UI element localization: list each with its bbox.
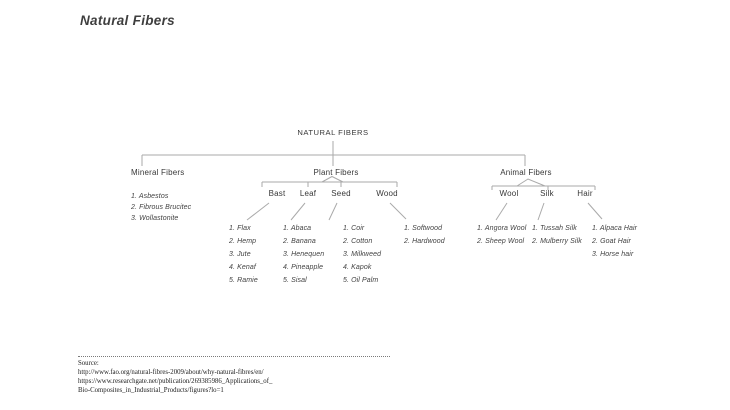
source-label: Source: (78, 360, 99, 367)
list-item: 2. Fibrous Brucitec (131, 204, 192, 211)
orthogonal-connectors (142, 141, 595, 190)
list-item: 1. Angora Wool (477, 225, 527, 232)
node-seed: Seed (331, 189, 351, 198)
list-item: 1. Tussah Silk (532, 225, 577, 232)
source-url: http://www.fao.org/natural-fibres-2009/about/why-natural-fibres/en/ (78, 369, 264, 376)
list-item: 3. Milkweed (343, 251, 382, 258)
list-item: 3. Horse hair (592, 251, 634, 258)
wood-list (404, 222, 445, 248)
list-item: 2. Banana (283, 238, 316, 245)
diagonal-connectors (247, 177, 602, 221)
list-item: 1. Abaca (283, 225, 312, 232)
list-item: 3. Henequen (283, 251, 325, 258)
list-item: 2. Hemp (229, 238, 257, 245)
source-block (78, 359, 272, 395)
list-item: 4. Kenaf (229, 264, 256, 271)
list-item: 5. Oil Palm (343, 277, 379, 284)
node-plant-fibers: Plant Fibers (313, 168, 359, 177)
leaf-list (283, 222, 324, 287)
page-title: Natural Fibers (80, 13, 175, 28)
node-hair: Hair (577, 189, 593, 198)
list-item: 2. Goat Hair (592, 238, 631, 245)
list-item: 1. Softwood (404, 225, 443, 232)
list-item: 3. Wollastonite (131, 215, 179, 222)
node-wool: Wool (499, 189, 519, 198)
node-leaf: Leaf (299, 189, 317, 198)
node-natural-fibers: NATURAL FIBERS (297, 128, 369, 137)
bast-list (229, 222, 258, 287)
node-mineral-fibers: Mineral Fibers (131, 168, 185, 177)
dotted-divider (78, 356, 390, 357)
list-item: 4. Kapok (343, 264, 372, 271)
list-item: 5. Ramie (229, 277, 258, 284)
list-item: 2. Hardwood (404, 238, 445, 245)
list-item: 2. Sheep Wool (477, 238, 525, 245)
mineral-fibers-list (131, 191, 191, 224)
list-item: 1. Flax (229, 225, 251, 232)
source-url: Bio-Composites_in_Industrial_Products/figures?lo=1 (78, 387, 224, 394)
node-animal-fibers: Animal Fibers (500, 168, 552, 177)
list-item: 4. Pineapple (283, 264, 324, 271)
list-item: 5. Sisal (283, 277, 307, 284)
wool-list (477, 222, 526, 248)
list-item: 1. Coir (343, 225, 365, 232)
hair-list (592, 222, 637, 261)
list-item: 1. Alpaca Hair (592, 225, 638, 232)
list-item: 3. Jute (229, 251, 251, 258)
source-url: https://www.researchgate.net/publication/269385986_Applications_of_ (78, 378, 273, 385)
node-wood: Wood (376, 189, 398, 198)
list-item: 2. Mulberry Silk (532, 238, 582, 245)
list-item: 1. Asbestos (131, 193, 169, 200)
node-bast: Bast (268, 189, 286, 198)
silk-list (532, 222, 582, 248)
node-silk: Silk (540, 189, 554, 198)
list-item: 2. Cotton (343, 238, 373, 245)
seed-list (343, 222, 381, 287)
